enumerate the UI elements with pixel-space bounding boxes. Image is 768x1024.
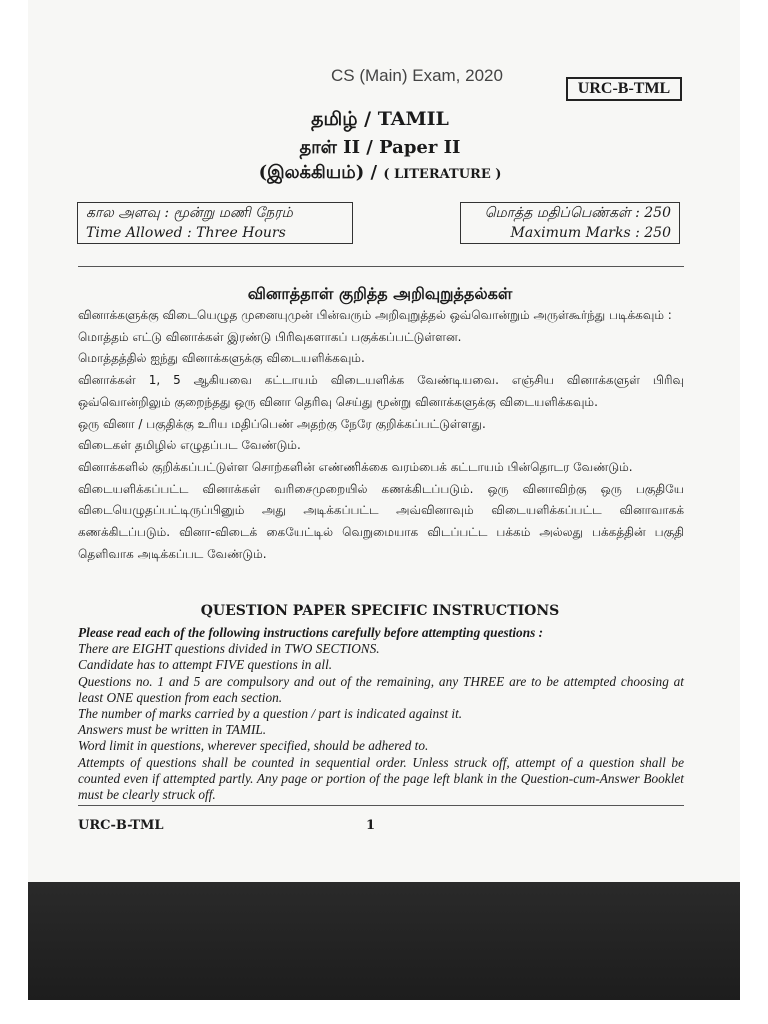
time-allowed-tamil: கால அளவு : மூன்று மணி நேரம் (86, 205, 293, 221)
divider-top (78, 266, 684, 267)
subject-title: தமிழ் / TAMIL (311, 108, 449, 130)
time-allowed-english: Time Allowed : Three Hours (86, 225, 286, 241)
tamil-instruction-line: விடையளிக்கப்பட்ட வினாக்கள் வரிசைமுறையில் கணக்கிடப்படும். ஒரு வினாவிற்கு ஒரு பகுதியே விடையெழுதப்பட்டிருப்பினும் அது அடிக்கப்பட்ட அவ்வினாவும் விடையளிக்கப்பட்ட வினாவாகக் கணக்கிடப்படும். வினா-விடைக் கையேட்டில் வெறுமையாக விடப்பட்ட பக்கம் அல்லது பக்கத்தின் பகுதி தெளிவாக அடிக்கப்பட வேண்டும். (78, 481, 684, 561)
english-instruction-line: Word limit in questions, wherever specified, should be adhered to. (78, 738, 429, 754)
subject-english: ( LITERATURE ) (383, 167, 502, 182)
scan-dark-margin (28, 882, 740, 1000)
english-instruction-line: Attempts of questions shall be counted in sequential order. Unless struck off, attempt of a question shall be counted even if attempted partly. Any page or portion of the page left blank in the Question-cum-Answer Booklet must be clearly struck off. (78, 754, 684, 803)
english-instruction-line: Questions no. 1 and 5 are compulsory and out of the remaining, any THREE are to be attempted choosing at least ONE question from each section. (78, 673, 684, 705)
page-number: 1 (366, 818, 376, 833)
tamil-instructions-heading: வினாத்தாள் குறித்த அறிவுறுத்தல்கள் (247, 284, 513, 303)
tamil-instruction-line: மொத்தத்தில் ஐந்து வினாக்களுக்கு விடையளிக்கவும். (78, 351, 365, 366)
tamil-instruction-line: விடைகள் தமிழில் எழுதப்பட வேண்டும். (78, 438, 301, 453)
english-instructions (78, 625, 684, 803)
subject-tamil: (இலக்கியம்) / (258, 162, 384, 183)
english-instructions-heading: QUESTION PAPER SPECIFIC INSTRUCTIONS (200, 603, 560, 619)
tamil-instructions (78, 305, 684, 565)
divider-bottom (78, 805, 684, 806)
footer-paper-code: URC-B-TML (78, 818, 164, 833)
tamil-instruction-line: வினாக்களில் குறிக்கப்பட்டுள்ள சொற்களின் எண்ணிக்கை வரம்பைக் கட்டாயம் பின்தொடர வேண்டும். (78, 459, 633, 474)
maximum-marks-tamil: மொத்த மதிப்பெண்கள் : 250 (484, 205, 671, 221)
english-instruction-line: The number of marks carried by a question / part is indicated against it. (78, 706, 463, 722)
tamil-instruction-line: ஒரு வினா / பகுதிக்கு உரிய மதிப்பெண் அதற்கு நேரே குறிக்கப்பட்டுள்ளது. (78, 416, 486, 431)
subject-subtitle (60, 162, 700, 185)
maximum-marks-box (460, 202, 680, 244)
english-instruction-line: Candidate has to attempt FIVE questions in all. (78, 657, 333, 673)
english-instruction-line: There are EIGHT questions divided in TWO SECTIONS. (78, 641, 380, 657)
english-instruction-line: Answers must be written in TAMIL. (78, 722, 267, 738)
maximum-marks-english: Maximum Marks : 250 (510, 225, 671, 241)
paper-number: தாள் II / Paper II (299, 137, 461, 158)
exam-stamp: CS (Main) Exam, 2020 (331, 66, 503, 85)
time-allowed-box (77, 202, 353, 244)
tamil-instruction-line: வினாக்களுக்கு விடையெழுத முனையுமுன் பின்வரும் அறிவுறுத்தல் ஒவ்வொன்றும் அருள்கூர்ந்து படிக்கவும் : (78, 308, 672, 322)
paper-code-box: URC-B-TML (566, 77, 682, 101)
tamil-instruction-line: மொத்தம் எட்டு வினாக்கள் இரண்டு பிரிவுகளாகப் பகுக்கப்பட்டுள்ளன. (78, 329, 462, 344)
english-instructions-intro: Please read each of the following instructions carefully before attempting questions : (78, 625, 544, 640)
tamil-instruction-line: வினாக்கள் 1, 5 ஆகியவை கட்டாயம் விடையளிக்க வேண்டியவை. எஞ்சிய வினாக்களுள் பிரிவு ஒவ்வொன்றிலும் குறைந்தது ஒரு வினா தெரிவு செய்து மூன்று வினாக்களுக்கு விடையளிக்கவும். (78, 373, 684, 409)
